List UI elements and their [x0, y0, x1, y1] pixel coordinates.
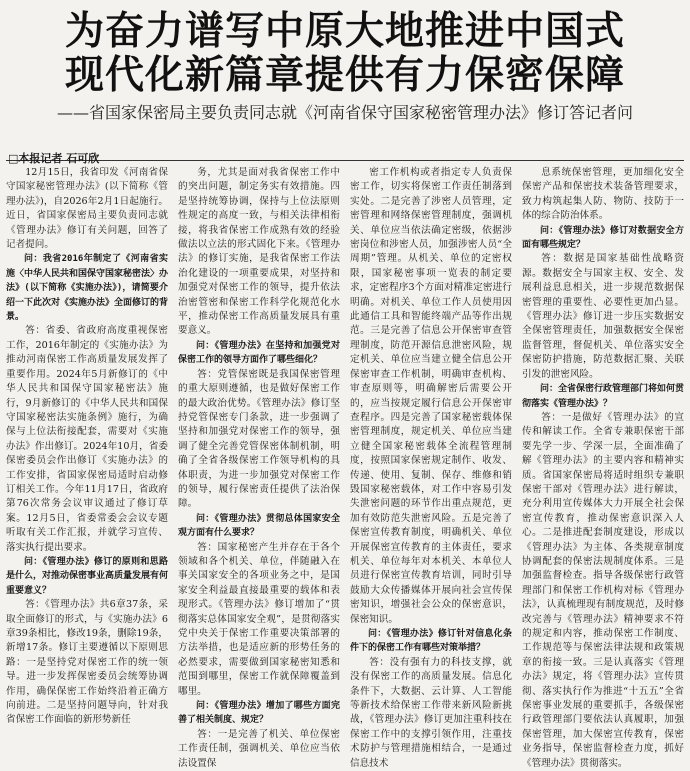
answer-paragraph: 答：党管保密既是我国保密管理的重大原则遵循，也是做好保密工作的最大政治优势。《管理办法》修订坚持党管保密专门条款，进一步强调了坚持和加强党对保密工作的领导，强调了健全完善党管保密体制机制，明确了全省各级保密工作领导机构的具体职责，为进一步加强党对保密工作的领导，履行保密责任提供了法治保障。	[178, 368, 340, 510]
answer-paragraph: 答：一是做好《管理办法》的宣传和解读工作。全省专兼职保密干部要先学一步、学深一层，全面准确了解《管理办法》的主要内容和精神实质。省国家保密局将适时组织专兼职保密干部对《管理办法》进行解读，充分利用宣传媒体大力开展全社会保密宣传教育，推动保密意识深入人心。二是推进配套制度建设，形成以《管理办法》为主体、各类规章制度协调配套的保密法规制度体系。三是加强监督检查。指导各级保密行政管理部门和保密工作机构对标《管理办法》，认真梳理现有制度规范，及时修改完善与《管理办法》精神要求不符的规定和内容，推动保密工作制度、工作规范等与保密法律法规和政策规章的衔接一致。三是认真落实《管理办法》规定，将《管理办法》宣传贯彻、落实执行作为推进“十五五”全省保密事业发展的重要抓手，各级保密行政管理部门要依法认真履职，加强保密管理，加大保密宣传教育，保密业务指导，保密监督检查力度，抓好《管理办法》贯彻落实。	[522, 411, 684, 769]
question-paragraph: 问：《管理办法》增加了哪些方面完善了相关制度、规定？	[178, 701, 340, 726]
answer-paragraph: 务，尤其是面对我省保密工作中的突出问题，制定务实有效措施。四是坚持统筹协调，保持与上位法原则性规定的高度一致，与相关法律相衔接，将我省保密工作成熟有效的经验做法以立法的形式固化下来。《管理办法》的修订实施，是我省保密工作法治化建设的一项重要成果，对坚持和加强党对保密工作的领导，提升依法治密管密和保密工作科学化规范化水平，推动保密工作高质量发展具有重要意义。	[178, 167, 340, 337]
subtitle: ——省国家保密局主要负责同志就《河南省保守国家秘密管理办法》修订答记者问	[56, 103, 633, 122]
answer-paragraph: 答：省委、省政府高度重视保密工作，2016年制定的《实施办法》为推动河南保密工作高质量发展发挥了重要作用。2024年5月新修订的《中华人民共和国保守国家秘密法》施行，9月新修订的《中华人民共和国保守国家秘密法实施条例》施行，为确保与上位法衔接配套，需要对《实施办法》作出修订。2024年10月，省委保密委员会作出修订《实施办法》的工作安排，省国家保密局适时启动修订相关工作。今年11月17日，省政府第76次常务会议审议通过了修订草案。12月5日，省委常委会会议专题听取有关工作汇报，并就学习宣传、落实执行提出要求。	[6, 325, 168, 553]
answer-paragraph: 答：数据是国家基础性战略资源。数据安全与国家主权、安全、发展利益息息相关，进一步规范数据保密管理的重要性、必要性更加凸显。《管理办法》修订进一步压实数据安全保密管理责任，加强数据安全保密监督管理，督促机关、单位落实安全保密防护措施，防范数据汇聚、关联引发的泄密风险。	[522, 253, 684, 380]
answer-paragraph: 答：没有强有力的科技支撑，就没有保密工作的高质量发展。信息化条件下，大数据、云计算、人工智能等新技术给保密工作带来新风险新挑战，《管理办法》修订更加注重科技在保密工作中的支撑引领作用，注重技术防护与管理措施相结合，一是通过信息技术	[350, 656, 512, 769]
byline: □本报记者 石可欣	[8, 152, 100, 165]
article-body	[6, 166, 685, 769]
question-paragraph: 问：《管理办法》修订的原则和思路是什么，对推动保密事业高质量发展有何重要意义？	[6, 556, 169, 596]
headline-line1: 为奋力谱写中原大地推进中国式	[64, 9, 625, 54]
column-2	[178, 166, 340, 769]
divider	[6, 160, 684, 161]
question-paragraph: 问：《管理办法》修订对数据安全方面有哪些规定？	[522, 225, 684, 251]
question-paragraph: 问：《管理办法》在坚持和加强党对保密工作的领导方面作了哪些细化？	[178, 340, 340, 366]
question-paragraph: 问：《管理办法》贯彻总体国家安全观方面有什么要求？	[178, 513, 340, 539]
column-1	[6, 166, 169, 726]
headline-line2: 现代化新篇章提供有力保密保障	[64, 53, 625, 98]
answer-paragraph: 答：一是完善了机关、单位保密工作责任制，强调机关、单位应当依法设置保	[178, 728, 340, 769]
column-3	[350, 166, 512, 769]
column-4	[522, 166, 685, 769]
question-paragraph: 问：我省2016年制定了《河南省实施〈中华人民共和国保守国家秘密法〉办法》(以下简称《实施办法》)，请简要介绍一下此次对《实施办法》全面修订的背景。	[6, 254, 169, 323]
answer-paragraph: 息系统保密管理，更加细化安全保密产品和保密技术装备管理要求，致力构筑起集人防、物防、技防于一体的综合防治体系。	[522, 167, 684, 222]
answer-paragraph: 答：《管理办法》共6章37条，采取全面修订的形式，与《实施办法》6章39条相比，修改19条，删除19条，新增17条。修订主要遵循以下原则思路：一是坚持党对保密工作的统一领导。进一步发挥保密委员会统筹协调作用，确保保密工作始终沿着正确方向前进。二是坚持问题导向，针对我省保密工作面临的新形势新任	[6, 599, 168, 726]
answer-paragraph: 答：国家秘密产生并存在于各个领域和各个机关、单位，伴随融入在事关国家安全的各项业务之中，是国家安全利益最直接最重要的载体和表现形式。《管理办法》修订增加了“贯彻落实总体国家安全观”，是贯彻落实党中央关于保密工作重要决策部署的方法举措，也是适应新的形势任务的必然要求，需要做到国家秘密知悉和范围到哪里，保密工作就保障覆盖到哪里。	[178, 541, 340, 697]
question-paragraph: 问：《管理办法》修订针对信息化条件下的保密工作有哪些对策举措？	[350, 629, 512, 654]
question-paragraph: 问：全省保密行政管理部门将如何贯彻落实《管理办法》？	[522, 384, 685, 409]
answer-paragraph: 密工作机构或者指定专人负责保密工作，切实将保密工作责任制落到实处。二是完善了涉密人员管理，定密管理和网络保密管理制度，强调机关、单位应当依法确定密级，依据涉密岗位和涉密人员，加强涉密人员“全周期”管理。从机关、单位的定密权限，国家秘密事项一览表的制定要求，定密程序3个方面对精准定密进行明确。对机关、单位工作人员使用因此通信工具和智能终端产品等作出规范。三是完善了信息公开保密审查管理制度，防范开源信息泄密风险，规定机关、单位应当建立健全信息公开保密审查工作机制，明确审查机构、审查原则等，明确解密后需要公开的，应当按规定履行信息公开保密审查程序。四是完善了国家秘密载体保密管理制度，规定机关、单位应当建立健全国家秘密载体全流程管理制度，按照国家保密规定制作、收发、传递、使用、复制、保存、维修和销毁国家秘密载体，对工作中容易引发失泄密问题的环节作出重点规范，更加有效防范失泄密风险。五是完善了保密宣传教育制度，明确机关、单位开展保密宣传教育的主体责任，要求机关、单位每年对本机关、本单位人员进行保密宣传教育培训，同时引导鼓励大众传播媒体开展向社会宣传保密知识，增强社会公众的保密意识，保密知识。	[350, 167, 512, 625]
answer-paragraph: 12月15日，我省印发《河南省保守国家秘密管理办法》(以下简称《管理办法》)，自2026年2月1日起施行。近日，省国家保密局主要负责同志就《管理办法》修订有关问题，回答了记者提问。	[6, 167, 168, 251]
